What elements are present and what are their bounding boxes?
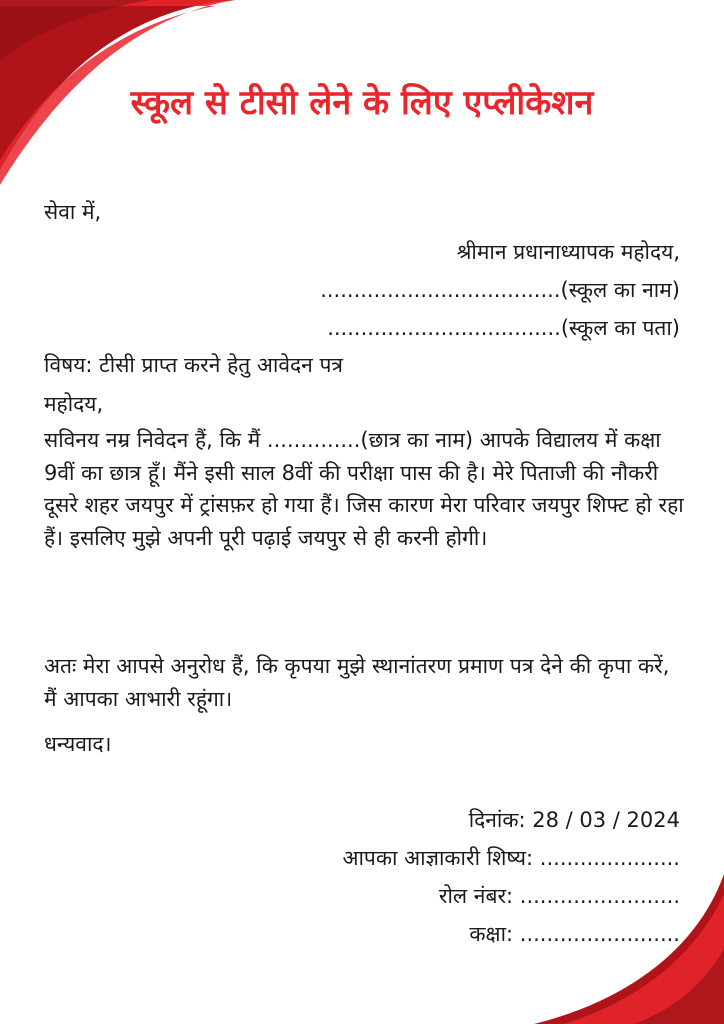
closing: धन्यवाद। [44,732,112,756]
roll-number-line: रोल नंबर: ........................ [438,884,680,908]
date-line: दिनांक: 28 / 03 / 2024 [468,808,680,832]
greeting: महोदय, [44,392,104,416]
page-title: स्कूल से टीसी लेने के लिए एप्लीकेशन [130,83,594,123]
subject-line: विषय: टीसी प्राप्त करने हेतु आवेदन पत्र [44,353,343,377]
body-paragraph-1: सविनय नम्र निवेदन हैं, कि मैं ..............(छात्र का नाम) आपके विद्यालय में कक्षा 9वीं का छात्र हूँ। मैंने इसी साल 8वीं की परीक्षा पास की है। मेरे पिताजी की नौकरी दूसरे शहर जयपुर में ट्रांसफ़र हो गया हैं। जिस कारण मेरा परिवार जयपुर शिफ्ट हो रहा हैं। इसलिए मुझे अपनी पूरी पढ़ाई जयपुर से ही करनी होगी। [44,428,684,550]
salutation: सेवा में, [44,200,102,224]
school-name-line: ....................................(स्कूल का नाम) [320,278,680,302]
school-address-line: ...................................(स्कूल का पता) [327,316,680,340]
recipient: श्रीमान प्रधानाध्यापक महोदय, [456,240,680,264]
class-line: कक्षा: ........................ [469,922,680,946]
student-signature-line: आपका आज्ञाकारी शिष्य: ..................... [342,846,680,870]
body-paragraph-2: अतः मेरा आपसे अनुरोध हैं, कि कृपया मुझे स्थानांतरण प्रमाण पत्र देने की कृपा करें, मैं आपका आभारी रहूंगा। [44,654,670,711]
